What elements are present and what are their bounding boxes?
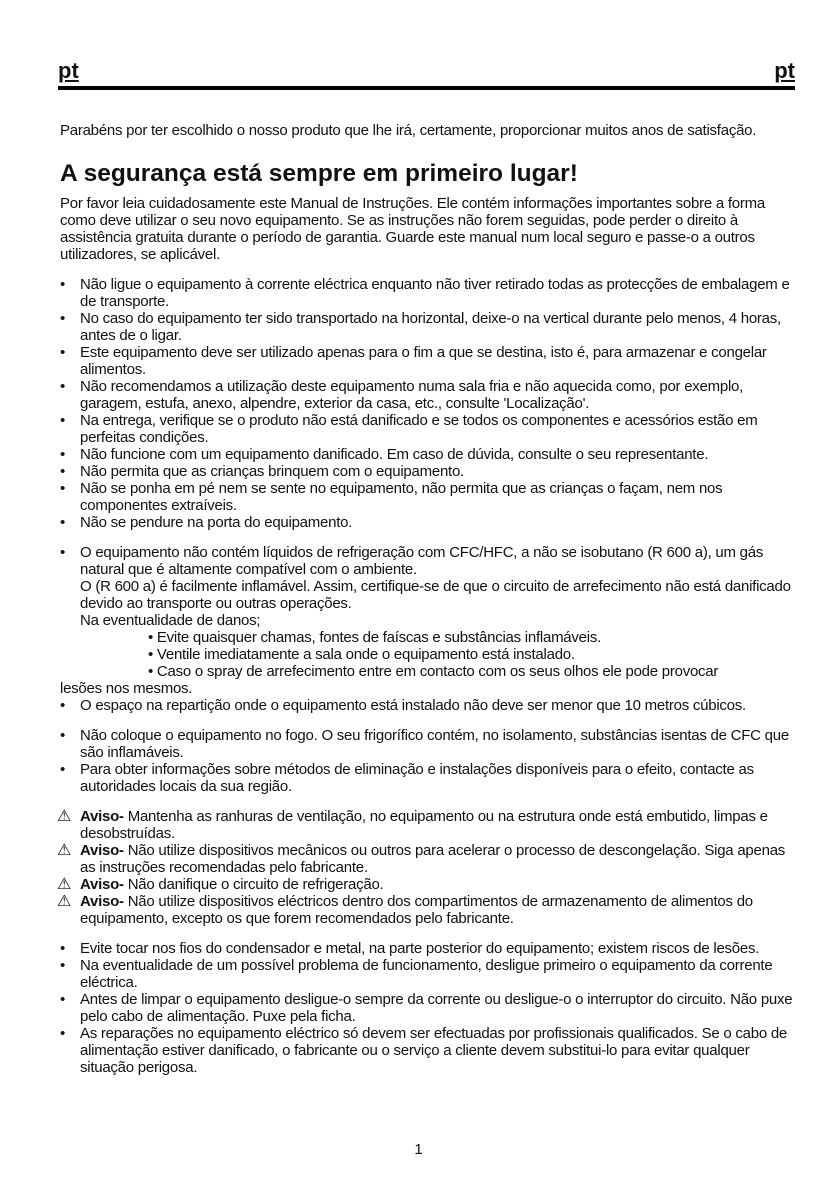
refrigerant-text-3: Na eventualidade de danos;	[80, 612, 261, 629]
warning-item	[57, 876, 797, 893]
warning-label: Aviso-	[80, 893, 124, 910]
list-item: • Não se ponha em pé nem se sente no equipamento, não permita que as crianças o façam, nem nos componentes extraíveis.	[60, 480, 797, 514]
list-item: • Não permita que as crianças brinquem com o equipamento.	[60, 463, 797, 480]
warning-label: Aviso-	[80, 808, 124, 825]
warning-text: Não danifique o circuito de refrigeração.	[123, 876, 384, 893]
safety-list-1	[60, 276, 797, 531]
warning-text: Não utilize dispositivos eléctricos dentro dos compartimentos de armazenamento de alimentos do equipamento, excepto os que forem recomendados pelo fabricante.	[80, 893, 753, 927]
sub-item: • Evite quaisquer chamas, fontes de faíscas e substâncias inflamáveis.	[148, 629, 601, 646]
refrigerant-list	[60, 544, 797, 680]
document-body	[57, 122, 797, 1076]
list-item: • Na entrega, verifique se o produto não está danificado e se todos os componentes e acessórios estão em perfeitas condições.	[60, 412, 797, 446]
language-code-right: pt	[774, 58, 795, 83]
list-item: • Não se pendure na porta do equipamento.	[60, 514, 797, 531]
warning-label: Aviso-	[80, 876, 124, 893]
list-item: • Não coloque o equipamento no fogo. O seu frigorífico contém, no isolamento, substâncias isentas de CFC que são inflamáveis.	[60, 727, 797, 761]
list-item: • Este equipamento deve ser utilizado apenas para o fim a que se destina, isto é, para armazenar e congelar alimentos.	[60, 344, 797, 378]
warning-triangle-icon: ⚠︎	[57, 808, 72, 825]
safety-list-2	[60, 727, 797, 795]
warning-triangle-icon: ⚠︎	[57, 893, 72, 910]
refrigerant-text-2: O (R 600 a) é facilmente inflamável. Assim, certifique-se de que o circuito de arrefecimento não está danificado devido ao transporte ou outras operações.	[80, 578, 791, 612]
list-item: • Para obter informações sobre métodos de eliminação e instalações disponíveis para o efeito, contacte as autoridades locais da sua região.	[60, 761, 797, 795]
warning-label: Aviso-	[80, 842, 124, 859]
warning-item	[57, 808, 797, 842]
list-item: • As reparações no equipamento eléctrico só devem ser efectuadas por profissionais qualificados. Se o cabo de alimentação estiver danificado, o fabricante ou o serviço a cliente devem substitui-lo para evitar qualquer situação perigosa.	[60, 1025, 797, 1076]
sub-item: • Caso o spray de arrefecimento entre em contacto com os seus olhos ele pode provocar	[148, 663, 719, 680]
intro-paragraph: Parabéns por ter escolhido o nosso produto que lhe irá, certamente, proporcionar muitos anos de satisfação.	[60, 122, 757, 139]
list-item: • Antes de limpar o equipamento desligue-o sempre da corrente ou desligue-o o interruptor do circuito. Não puxe pelo cabo de alimentação. Puxe pela ficha.	[60, 991, 797, 1025]
language-code-left: pt	[58, 58, 79, 83]
warnings	[57, 808, 797, 927]
list-item: • No caso do equipamento ter sido transportado na horizontal, deixe-o na vertical durante pelo menos, 4 horas, antes de o ligar.	[60, 310, 797, 344]
page-number: 1	[414, 1141, 423, 1158]
list-item: • Não ligue o equipamento à corrente eléctrica enquanto não tiver retirado todas as protecções de embalagem e de transporte.	[60, 276, 797, 310]
refrigerant-tail: lesões nos mesmos.	[60, 680, 193, 697]
warning-text: Mantenha as ranhuras de ventilação, no equipamento ou na estrutura onde está embutido, limpas e desobstruídas.	[80, 808, 768, 842]
list-item: • Evite tocar nos fios do condensador e metal, na parte posterior do equipamento; existem riscos de lesões.	[60, 940, 797, 957]
list-item: • Não recomendamos a utilização deste equipamento numa sala fria e não aquecida como, por exemplo, garagem, estufa, anexo, alpendre, exterior da casa, etc., consulte 'Localização'.	[60, 378, 797, 412]
warning-item	[57, 842, 797, 876]
warning-text: Não utilize dispositivos mecânicos ou outros para acelerar o processo de descongelação. Siga apenas as instruções recomendadas pelo fabricante.	[80, 842, 786, 876]
list-item: • O espaço na repartição onde o equipamento está instalado não deve ser menor que 10 metros cúbicos.	[60, 697, 797, 714]
page-header	[58, 58, 795, 90]
warning-item	[57, 893, 797, 927]
section-heading: A segurança está sempre em primeiro lugar!	[60, 160, 578, 187]
list-item: • Na eventualidade de um possível problema de funcionamento, desligue primeiro o equipamento da corrente eléctrica.	[60, 957, 797, 991]
list-item: • Não funcione com um equipamento danificado. Em caso de dúvida, consulte o seu representante.	[60, 446, 797, 463]
warning-triangle-icon: ⚠︎	[57, 842, 72, 859]
list-item-refrigerant	[60, 544, 797, 680]
safety-list-3	[60, 940, 797, 1076]
sub-item: • Ventile imediatamente a sala onde o equipamento está instalado.	[148, 646, 575, 663]
refrigerant-text-1: • O equipamento não contém líquidos de refrigeração com CFC/HFC, a não se isobutano (R 600 a), um gás natural que é altamente compatível com o ambiente.	[80, 544, 764, 578]
lead-paragraph: Por favor leia cuidadosamente este Manual de Instruções. Ele contém informações importantes sobre a forma como deve utilizar o seu novo equipamento. Se as instruções não forem seguidas, pode perder o direito à assistência gratuita durante o período de garantia. Guarde este manual num local seguro e passe-o a outros utilizadores, se aplicável.	[60, 195, 765, 263]
warning-triangle-icon: ⚠︎	[57, 876, 72, 893]
